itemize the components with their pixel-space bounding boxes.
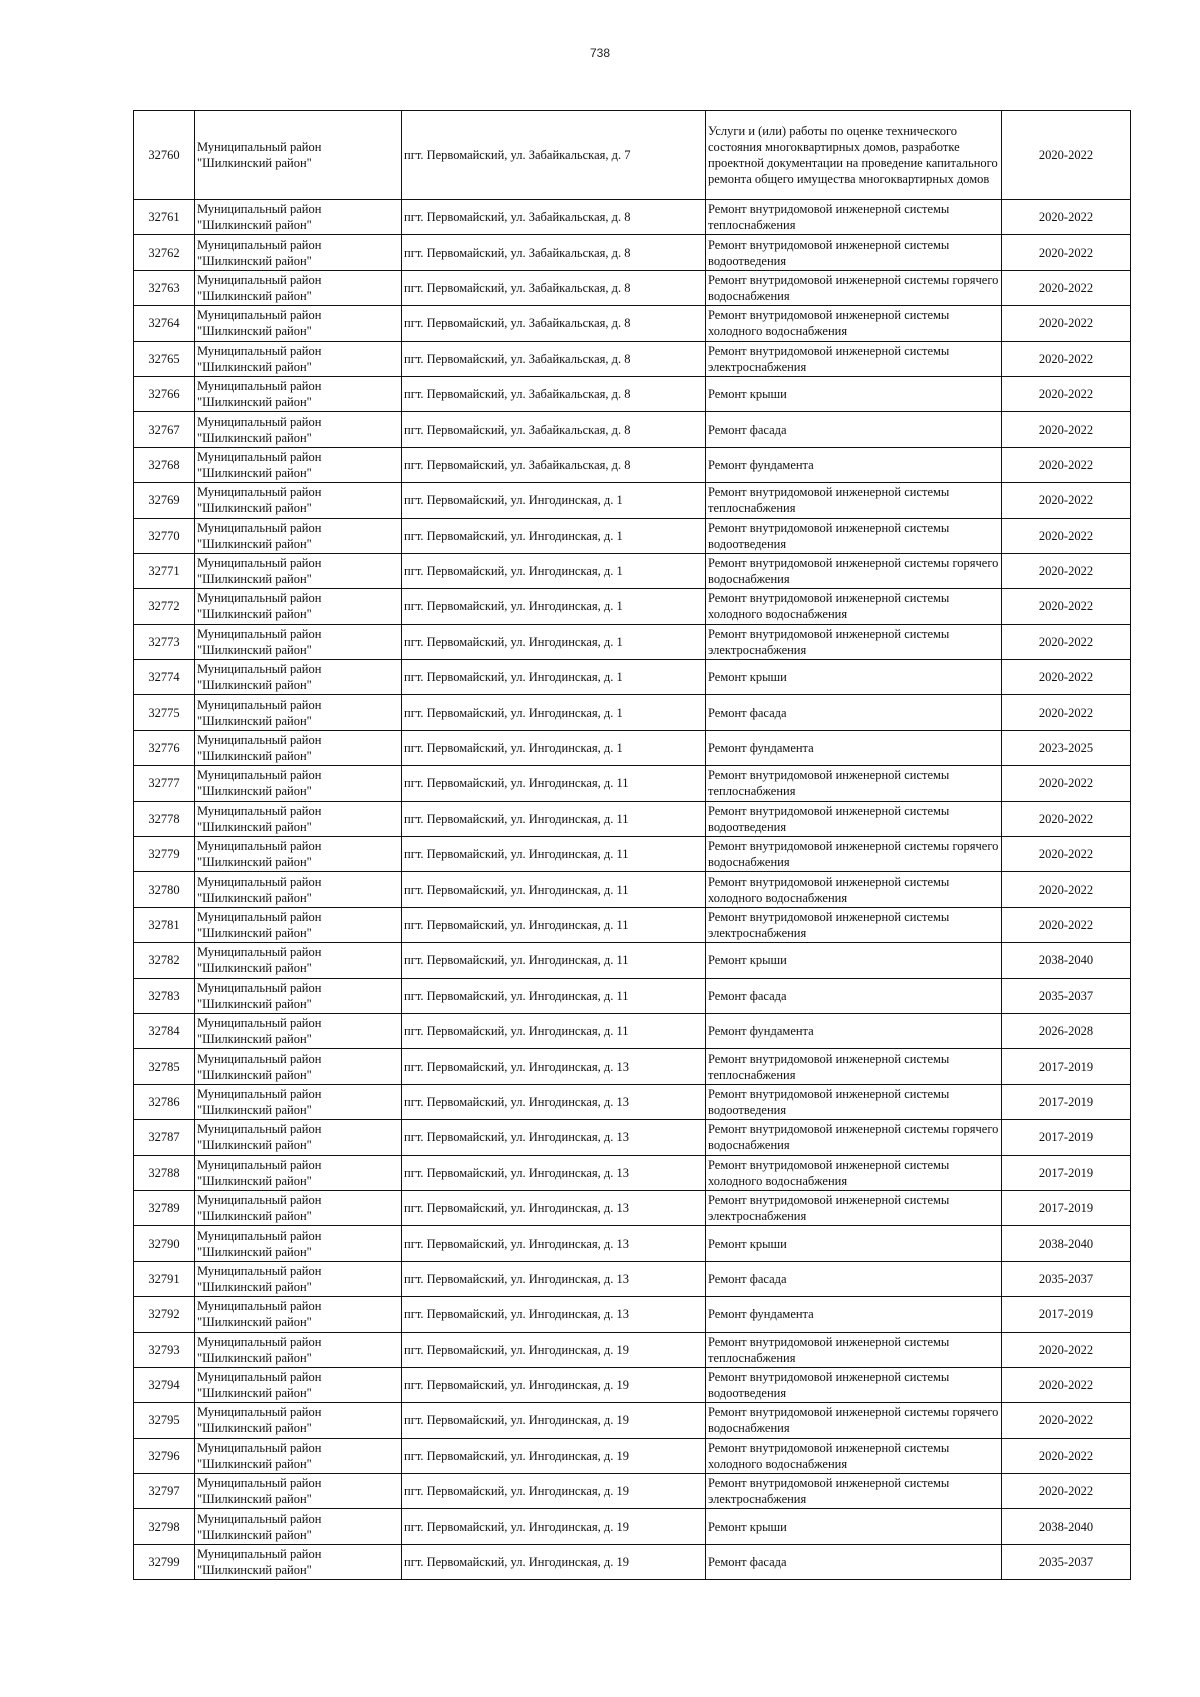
table-row: [134, 518, 1131, 553]
row-number: 32772: [134, 589, 195, 624]
period-cell: 2023-2025: [1002, 730, 1131, 765]
work-type-cell: Ремонт внутридомовой инженерной системы теплоснабжения: [706, 766, 1002, 801]
period-cell: 2020-2022: [1002, 837, 1131, 872]
row-number: 32799: [134, 1544, 195, 1579]
table-row: [134, 1084, 1131, 1119]
municipality-cell: Муниципальный район "Шилкинский район": [195, 978, 402, 1013]
period-cell: 2017-2019: [1002, 1084, 1131, 1119]
period-cell: 2020-2022: [1002, 589, 1131, 624]
work-type-cell: Ремонт внутридомовой инженерной системы горячего водоснабжения: [706, 270, 1002, 305]
address-cell: пгт. Первомайский, ул. Ингодинская, д. 11: [402, 801, 706, 836]
period-cell: 2020-2022: [1002, 1332, 1131, 1367]
address-cell: пгт. Первомайский, ул. Ингодинская, д. 1: [402, 483, 706, 518]
work-type-cell: Ремонт фасада: [706, 1261, 1002, 1296]
row-number: 32783: [134, 978, 195, 1013]
municipality-cell: Муниципальный район "Шилкинский район": [195, 943, 402, 978]
work-type-cell: Ремонт внутридомовой инженерной системы теплоснабжения: [706, 1332, 1002, 1367]
address-cell: пгт. Первомайский, ул. Ингодинская, д. 19: [402, 1509, 706, 1544]
municipality-cell: Муниципальный район "Шилкинский район": [195, 660, 402, 695]
period-cell: 2020-2022: [1002, 306, 1131, 341]
work-type-cell: Ремонт внутридомовой инженерной системы электроснабжения: [706, 1190, 1002, 1225]
work-type-cell: Ремонт внутридомовой инженерной системы горячего водоснабжения: [706, 837, 1002, 872]
period-cell: 2020-2022: [1002, 624, 1131, 659]
table-body: [134, 111, 1131, 1580]
work-type-cell: Ремонт внутридомовой инженерной системы горячего водоснабжения: [706, 1120, 1002, 1155]
work-type-cell: Ремонт крыши: [706, 943, 1002, 978]
period-cell: 2017-2019: [1002, 1297, 1131, 1332]
address-cell: пгт. Первомайский, ул. Забайкальская, д. 8: [402, 376, 706, 411]
period-cell: 2020-2022: [1002, 660, 1131, 695]
row-number: 32795: [134, 1403, 195, 1438]
table-row: [134, 1544, 1131, 1579]
period-cell: 2038-2040: [1002, 1509, 1131, 1544]
municipality-cell: Муниципальный район "Шилкинский район": [195, 1332, 402, 1367]
work-type-cell: Ремонт внутридомовой инженерной системы теплоснабжения: [706, 483, 1002, 518]
municipality-cell: Муниципальный район "Шилкинский район": [195, 801, 402, 836]
work-type-cell: Ремонт внутридомовой инженерной системы холодного водоснабжения: [706, 589, 1002, 624]
address-cell: пгт. Первомайский, ул. Ингодинская, д. 11: [402, 837, 706, 872]
address-cell: пгт. Первомайский, ул. Ингодинская, д. 13: [402, 1049, 706, 1084]
table-row: [134, 695, 1131, 730]
page-number: 738: [589, 46, 611, 60]
table-row: [134, 412, 1131, 447]
work-type-cell: Ремонт внутридомовой инженерной системы горячего водоснабжения: [706, 553, 1002, 588]
address-cell: пгт. Первомайский, ул. Ингодинская, д. 1: [402, 624, 706, 659]
row-number: 32782: [134, 943, 195, 978]
municipality-cell: Муниципальный район "Шилкинский район": [195, 341, 402, 376]
table-row: [134, 589, 1131, 624]
table-row: [134, 235, 1131, 270]
address-cell: пгт. Первомайский, ул. Забайкальская, д. 8: [402, 412, 706, 447]
table-row: [134, 943, 1131, 978]
period-cell: 2020-2022: [1002, 907, 1131, 942]
address-cell: пгт. Первомайский, ул. Ингодинская, д. 1: [402, 730, 706, 765]
table-row: [134, 376, 1131, 411]
work-type-cell: Ремонт крыши: [706, 1226, 1002, 1261]
row-number: 32797: [134, 1474, 195, 1509]
address-cell: пгт. Первомайский, ул. Ингодинская, д. 13: [402, 1261, 706, 1296]
row-number: 32763: [134, 270, 195, 305]
row-number: 32764: [134, 306, 195, 341]
period-cell: 2020-2022: [1002, 341, 1131, 376]
work-type-cell: Ремонт фундамента: [706, 1013, 1002, 1048]
row-number: 32793: [134, 1332, 195, 1367]
row-number: 32762: [134, 235, 195, 270]
work-type-cell: Ремонт фундамента: [706, 447, 1002, 482]
row-number: 32791: [134, 1261, 195, 1296]
address-cell: пгт. Первомайский, ул. Забайкальская, д. 8: [402, 447, 706, 482]
row-number: 32776: [134, 730, 195, 765]
work-type-cell: Ремонт крыши: [706, 1509, 1002, 1544]
period-cell: 2020-2022: [1002, 270, 1131, 305]
address-cell: пгт. Первомайский, ул. Ингодинская, д. 13: [402, 1226, 706, 1261]
address-cell: пгт. Первомайский, ул. Ингодинская, д. 1: [402, 660, 706, 695]
municipality-cell: Муниципальный район "Шилкинский район": [195, 624, 402, 659]
municipality-cell: Муниципальный район "Шилкинский район": [195, 306, 402, 341]
work-type-cell: Ремонт внутридомовой инженерной системы водоотведения: [706, 1084, 1002, 1119]
municipality-cell: Муниципальный район "Шилкинский район": [195, 518, 402, 553]
period-cell: 2020-2022: [1002, 376, 1131, 411]
municipality-cell: Муниципальный район "Шилкинский район": [195, 589, 402, 624]
address-cell: пгт. Первомайский, ул. Ингодинская, д. 1: [402, 553, 706, 588]
row-number: 32779: [134, 837, 195, 872]
table-row: [134, 978, 1131, 1013]
period-cell: 2020-2022: [1002, 766, 1131, 801]
address-cell: пгт. Первомайский, ул. Ингодинская, д. 11: [402, 978, 706, 1013]
table-row: [134, 1297, 1131, 1332]
row-number: 32767: [134, 412, 195, 447]
address-cell: пгт. Первомайский, ул. Ингодинская, д. 13: [402, 1297, 706, 1332]
address-cell: пгт. Первомайский, ул. Ингодинская, д. 1: [402, 589, 706, 624]
period-cell: 2020-2022: [1002, 1474, 1131, 1509]
period-cell: 2020-2022: [1002, 872, 1131, 907]
municipality-cell: Муниципальный район "Шилкинский район": [195, 111, 402, 200]
row-number: 32789: [134, 1190, 195, 1225]
municipality-cell: Муниципальный район "Шилкинский район": [195, 200, 402, 235]
table-row: [134, 1474, 1131, 1509]
address-cell: пгт. Первомайский, ул. Ингодинская, д. 11: [402, 1013, 706, 1048]
table-row: [134, 1438, 1131, 1473]
municipality-cell: Муниципальный район "Шилкинский район": [195, 1155, 402, 1190]
period-cell: 2020-2022: [1002, 447, 1131, 482]
period-cell: 2020-2022: [1002, 111, 1131, 200]
address-cell: пгт. Первомайский, ул. Ингодинская, д. 19: [402, 1367, 706, 1402]
table-row: [134, 1509, 1131, 1544]
table-row: [134, 1367, 1131, 1402]
row-number: 32765: [134, 341, 195, 376]
municipality-cell: Муниципальный район "Шилкинский район": [195, 270, 402, 305]
municipality-cell: Муниципальный район "Шилкинский район": [195, 1438, 402, 1473]
row-number: 32781: [134, 907, 195, 942]
work-type-cell: Ремонт фасада: [706, 1544, 1002, 1579]
row-number: 32798: [134, 1509, 195, 1544]
repair-schedule-table: [133, 110, 1131, 1580]
address-cell: пгт. Первомайский, ул. Забайкальская, д. 8: [402, 270, 706, 305]
table-row: [134, 1403, 1131, 1438]
municipality-cell: Муниципальный район "Шилкинский район": [195, 907, 402, 942]
period-cell: 2020-2022: [1002, 1438, 1131, 1473]
table-row: [134, 1332, 1131, 1367]
table-row: [134, 200, 1131, 235]
table-row: [134, 483, 1131, 518]
work-type-cell: Ремонт внутридомовой инженерной системы холодного водоснабжения: [706, 872, 1002, 907]
municipality-cell: Муниципальный район "Шилкинский район": [195, 730, 402, 765]
table-row: [134, 306, 1131, 341]
table-row: [134, 1120, 1131, 1155]
work-type-cell: Ремонт внутридомовой инженерной системы теплоснабжения: [706, 1049, 1002, 1084]
table-row: [134, 730, 1131, 765]
row-number: 32760: [134, 111, 195, 200]
period-cell: 2020-2022: [1002, 695, 1131, 730]
municipality-cell: Муниципальный район "Шилкинский район": [195, 1084, 402, 1119]
work-type-cell: Ремонт внутридомовой инженерной системы электроснабжения: [706, 624, 1002, 659]
period-cell: 2020-2022: [1002, 553, 1131, 588]
address-cell: пгт. Первомайский, ул. Ингодинская, д. 13: [402, 1084, 706, 1119]
work-type-cell: Услуги и (или) работы по оценке технического состояния многоквартирных домов, разработке проектной документации на проведение капитального ремонта общего имущества многоквартирных домов: [706, 111, 1002, 200]
period-cell: 2017-2019: [1002, 1120, 1131, 1155]
address-cell: пгт. Первомайский, ул. Забайкальская, д. 8: [402, 341, 706, 376]
municipality-cell: Муниципальный район "Шилкинский район": [195, 1544, 402, 1579]
municipality-cell: Муниципальный район "Шилкинский район": [195, 695, 402, 730]
row-number: 32761: [134, 200, 195, 235]
address-cell: пгт. Первомайский, ул. Ингодинская, д. 11: [402, 907, 706, 942]
period-cell: 2020-2022: [1002, 412, 1131, 447]
row-number: 32796: [134, 1438, 195, 1473]
table-row: [134, 553, 1131, 588]
address-cell: пгт. Первомайский, ул. Ингодинская, д. 13: [402, 1120, 706, 1155]
municipality-cell: Муниципальный район "Шилкинский район": [195, 872, 402, 907]
table-row: [134, 907, 1131, 942]
period-cell: 2020-2022: [1002, 801, 1131, 836]
period-cell: 2038-2040: [1002, 943, 1131, 978]
address-cell: пгт. Первомайский, ул. Ингодинская, д. 11: [402, 766, 706, 801]
row-number: 32774: [134, 660, 195, 695]
period-cell: 2038-2040: [1002, 1226, 1131, 1261]
table-row: [134, 801, 1131, 836]
row-number: 32788: [134, 1155, 195, 1190]
municipality-cell: Муниципальный район "Шилкинский район": [195, 837, 402, 872]
address-cell: пгт. Первомайский, ул. Ингодинская, д. 13: [402, 1190, 706, 1225]
address-cell: пгт. Первомайский, ул. Ингодинская, д. 11: [402, 872, 706, 907]
work-type-cell: Ремонт внутридомовой инженерной системы электроснабжения: [706, 1474, 1002, 1509]
municipality-cell: Муниципальный район "Шилкинский район": [195, 1013, 402, 1048]
work-type-cell: Ремонт внутридомовой инженерной системы холодного водоснабжения: [706, 306, 1002, 341]
row-number: 32785: [134, 1049, 195, 1084]
row-number: 32786: [134, 1084, 195, 1119]
row-number: 32794: [134, 1367, 195, 1402]
row-number: 32790: [134, 1226, 195, 1261]
table-row: [134, 341, 1131, 376]
municipality-cell: Муниципальный район "Шилкинский район": [195, 235, 402, 270]
row-number: 32766: [134, 376, 195, 411]
municipality-cell: Муниципальный район "Шилкинский район": [195, 1403, 402, 1438]
row-number: 32784: [134, 1013, 195, 1048]
address-cell: пгт. Первомайский, ул. Забайкальская, д. 7: [402, 111, 706, 200]
row-number: 32771: [134, 553, 195, 588]
municipality-cell: Муниципальный район "Шилкинский район": [195, 1226, 402, 1261]
address-cell: пгт. Первомайский, ул. Ингодинская, д. 19: [402, 1544, 706, 1579]
period-cell: 2017-2019: [1002, 1155, 1131, 1190]
address-cell: пгт. Первомайский, ул. Ингодинская, д. 19: [402, 1474, 706, 1509]
work-type-cell: Ремонт внутридомовой инженерной системы электроснабжения: [706, 341, 1002, 376]
municipality-cell: Муниципальный район "Шилкинский район": [195, 766, 402, 801]
municipality-cell: Муниципальный район "Шилкинский район": [195, 412, 402, 447]
period-cell: 2020-2022: [1002, 518, 1131, 553]
municipality-cell: Муниципальный район "Шилкинский район": [195, 1297, 402, 1332]
row-number: 32770: [134, 518, 195, 553]
municipality-cell: Муниципальный район "Шилкинский район": [195, 1120, 402, 1155]
row-number: 32787: [134, 1120, 195, 1155]
address-cell: пгт. Первомайский, ул. Ингодинская, д. 13: [402, 1155, 706, 1190]
work-type-cell: Ремонт фундамента: [706, 1297, 1002, 1332]
address-cell: пгт. Первомайский, ул. Ингодинская, д. 1: [402, 695, 706, 730]
work-type-cell: Ремонт фундамента: [706, 730, 1002, 765]
work-type-cell: Ремонт внутридомовой инженерной системы водоотведения: [706, 235, 1002, 270]
row-number: 32768: [134, 447, 195, 482]
period-cell: 2035-2037: [1002, 1544, 1131, 1579]
municipality-cell: Муниципальный район "Шилкинский район": [195, 1509, 402, 1544]
row-number: 32780: [134, 872, 195, 907]
period-cell: 2020-2022: [1002, 483, 1131, 518]
table-row: [134, 837, 1131, 872]
address-cell: пгт. Первомайский, ул. Забайкальская, д. 8: [402, 200, 706, 235]
municipality-cell: Муниципальный район "Шилкинский район": [195, 1367, 402, 1402]
row-number: 32792: [134, 1297, 195, 1332]
table-row: [134, 872, 1131, 907]
table-row: [134, 1049, 1131, 1084]
table-row: [134, 111, 1131, 200]
work-type-cell: Ремонт фасада: [706, 695, 1002, 730]
address-cell: пгт. Первомайский, ул. Ингодинская, д. 19: [402, 1438, 706, 1473]
work-type-cell: Ремонт внутридомовой инженерной системы горячего водоснабжения: [706, 1403, 1002, 1438]
address-cell: пгт. Первомайский, ул. Ингодинская, д. 19: [402, 1332, 706, 1367]
table-row: [134, 270, 1131, 305]
period-cell: 2020-2022: [1002, 1367, 1131, 1402]
address-cell: пгт. Первомайский, ул. Ингодинская, д. 11: [402, 943, 706, 978]
address-cell: пгт. Первомайский, ул. Забайкальская, д. 8: [402, 235, 706, 270]
municipality-cell: Муниципальный район "Шилкинский район": [195, 1190, 402, 1225]
address-cell: пгт. Первомайский, ул. Забайкальская, д. 8: [402, 306, 706, 341]
period-cell: 2017-2019: [1002, 1049, 1131, 1084]
period-cell: 2017-2019: [1002, 1190, 1131, 1225]
table-row: [134, 1155, 1131, 1190]
table-row: [134, 1226, 1131, 1261]
row-number: 32769: [134, 483, 195, 518]
table-row: [134, 766, 1131, 801]
work-type-cell: Ремонт фасада: [706, 978, 1002, 1013]
municipality-cell: Муниципальный район "Шилкинский район": [195, 483, 402, 518]
period-cell: 2020-2022: [1002, 1403, 1131, 1438]
municipality-cell: Муниципальный район "Шилкинский район": [195, 1474, 402, 1509]
municipality-cell: Муниципальный район "Шилкинский район": [195, 1049, 402, 1084]
table-row: [134, 447, 1131, 482]
work-type-cell: Ремонт внутридомовой инженерной системы водоотведения: [706, 1367, 1002, 1402]
work-type-cell: Ремонт внутридомовой инженерной системы водоотведения: [706, 518, 1002, 553]
row-number: 32775: [134, 695, 195, 730]
period-cell: 2035-2037: [1002, 978, 1131, 1013]
municipality-cell: Муниципальный район "Шилкинский район": [195, 447, 402, 482]
address-cell: пгт. Первомайский, ул. Ингодинская, д. 1: [402, 518, 706, 553]
work-type-cell: Ремонт внутридомовой инженерной системы холодного водоснабжения: [706, 1155, 1002, 1190]
table-row: [134, 624, 1131, 659]
table-row: [134, 1261, 1131, 1296]
municipality-cell: Муниципальный район "Шилкинский район": [195, 1261, 402, 1296]
row-number: 32773: [134, 624, 195, 659]
municipality-cell: Муниципальный район "Шилкинский район": [195, 376, 402, 411]
address-cell: пгт. Первомайский, ул. Ингодинская, д. 19: [402, 1403, 706, 1438]
table-row: [134, 660, 1131, 695]
row-number: 32778: [134, 801, 195, 836]
work-type-cell: Ремонт внутридомовой инженерной системы холодного водоснабжения: [706, 1438, 1002, 1473]
row-number: 32777: [134, 766, 195, 801]
work-type-cell: Ремонт внутридомовой инженерной системы электроснабжения: [706, 907, 1002, 942]
period-cell: 2020-2022: [1002, 200, 1131, 235]
period-cell: 2035-2037: [1002, 1261, 1131, 1296]
work-type-cell: Ремонт внутридомовой инженерной системы теплоснабжения: [706, 200, 1002, 235]
work-type-cell: Ремонт фасада: [706, 412, 1002, 447]
table-row: [134, 1013, 1131, 1048]
municipality-cell: Муниципальный район "Шилкинский район": [195, 553, 402, 588]
table-row: [134, 1190, 1131, 1225]
work-type-cell: Ремонт крыши: [706, 660, 1002, 695]
work-type-cell: Ремонт внутридомовой инженерной системы водоотведения: [706, 801, 1002, 836]
period-cell: 2026-2028: [1002, 1013, 1131, 1048]
period-cell: 2020-2022: [1002, 235, 1131, 270]
work-type-cell: Ремонт крыши: [706, 376, 1002, 411]
